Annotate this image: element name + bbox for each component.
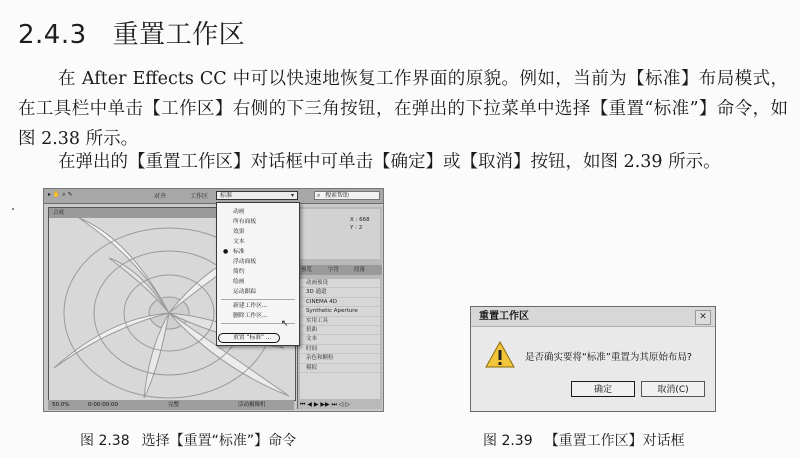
list-item[interactable]: 实用工具 xyxy=(300,317,380,326)
list-item[interactable]: 文本 xyxy=(300,335,380,344)
section-number: 2.4.3 xyxy=(18,20,87,50)
workspace-label: 工作区 xyxy=(190,193,209,200)
figure-2-38-caption xyxy=(80,430,296,450)
search-help-field[interactable] xyxy=(314,191,380,200)
list-item[interactable]: 时间 xyxy=(300,345,380,354)
caption-label: 图 2.38 xyxy=(80,433,130,449)
warning-icon xyxy=(485,341,515,368)
menu-item-reset-standard[interactable]: 重置 “标准” ... xyxy=(233,335,272,341)
app-toolbar xyxy=(44,189,383,204)
right-panels xyxy=(297,207,382,409)
figure-2-38-screenshot xyxy=(43,188,384,412)
snap-option[interactable]: 对齐 xyxy=(154,193,167,200)
resolution[interactable]: 完整 xyxy=(168,402,180,408)
panel-tabs xyxy=(298,265,382,275)
ok-button[interactable]: 确定 xyxy=(571,381,635,397)
caption-text: 【重置工作区】对话框 xyxy=(544,433,685,449)
reset-workspace-dialog xyxy=(470,306,716,412)
list-item[interactable]: 3D 通道 xyxy=(300,288,380,297)
tab-character[interactable]: 字符 xyxy=(328,267,340,273)
list-item[interactable]: Synthetic Aperture xyxy=(300,307,380,316)
menu-item[interactable]: 动画 xyxy=(233,209,245,215)
menu-item[interactable]: 运动跟踪 xyxy=(233,289,257,295)
close-icon[interactable]: ✕ xyxy=(695,310,711,325)
menu-item[interactable]: 浮动面板 xyxy=(233,259,257,265)
check-icon: ● xyxy=(223,248,229,255)
tab-preview[interactable]: 预览 xyxy=(301,267,313,273)
highlight-ring xyxy=(218,333,280,343)
menu-separator xyxy=(221,299,295,300)
dialog-title: 重置工作区 xyxy=(471,307,715,327)
info-y: Y : 2 xyxy=(350,225,363,231)
figure-2-39-caption xyxy=(483,430,685,450)
caption-text: 选择【重置“标准”】命令 xyxy=(141,433,297,449)
paragraph-1: 在 After Effects CC 中可以快速地恢复工作界面的原貌。例如，当前为【标准】布局模式，在工具栏中单击【工作区】右侧的下三角按钮，在弹出的下拉菜单中选择【重置“标准”】命令，如图 2.38 所示。 xyxy=(18,69,788,149)
current-time[interactable]: 0:00:00:00 xyxy=(88,402,119,408)
cancel-button[interactable]: 取消(C) xyxy=(641,381,705,397)
list-item[interactable]: 动画预设 xyxy=(300,279,380,288)
search-help-text: 搜索帮助 xyxy=(325,192,350,199)
list-item[interactable]: 模拟 xyxy=(300,364,380,373)
menu-item[interactable]: 文本 xyxy=(233,239,245,245)
playback-controls[interactable]: ⏮ ◀ ▶ ▶▶ ⏭ ◁ ▷ xyxy=(300,401,350,408)
workspace-value: 标准 xyxy=(220,192,233,199)
menu-item[interactable]: 绘画 xyxy=(233,279,245,285)
zoom-level[interactable]: 50.0% xyxy=(52,402,70,408)
tab-paragraph[interactable]: 段落 xyxy=(354,267,366,273)
menu-item[interactable]: 效果 xyxy=(233,229,245,235)
section-heading xyxy=(18,14,245,51)
viewer-tab[interactable]: 合成 xyxy=(49,208,295,218)
dialog-message: 是否确实要将“标准”重置为其原始布局? xyxy=(525,352,692,363)
list-item[interactable]: 扭曲 xyxy=(300,326,380,335)
menu-item[interactable]: 简约 xyxy=(233,269,245,275)
info-x: X : 668 xyxy=(350,217,370,223)
menu-item-checked[interactable] xyxy=(217,247,299,257)
menu-item-delete-workspace[interactable]: 删除工作区... xyxy=(233,313,268,319)
camera-view[interactable]: 活动摄像机 xyxy=(238,402,266,408)
menu-item-new-workspace[interactable]: 新建工作区... xyxy=(233,303,268,309)
caption-label: 图 2.39 xyxy=(483,433,533,449)
menu-item[interactable]: 所有面板 xyxy=(233,219,257,225)
mouse-cursor-icon: ↖ xyxy=(281,319,289,329)
effects-presets-list xyxy=(300,279,380,399)
viewer-status-bar xyxy=(48,400,294,410)
paragraph-2: 在弹出的【重置工作区】对话框中可单击【确定】或【取消】按钮，如图 2.39 所示。 xyxy=(58,152,721,172)
info-panel xyxy=(300,209,380,259)
search-icon: ⌕ xyxy=(317,192,321,199)
list-item[interactable]: 杂色和颗粒 xyxy=(300,354,380,363)
menu-item-label: 标准 xyxy=(233,249,245,255)
chevron-down-icon[interactable]: ▾ xyxy=(290,192,294,199)
tool-icons[interactable]: ▸ ✋ ⌕ ✎ xyxy=(48,191,73,198)
margin-dot xyxy=(12,208,14,210)
workspace-dropdown[interactable] xyxy=(216,191,298,200)
section-title: 重置工作区 xyxy=(112,20,246,50)
list-item[interactable]: CINEMA 4D xyxy=(300,298,380,307)
